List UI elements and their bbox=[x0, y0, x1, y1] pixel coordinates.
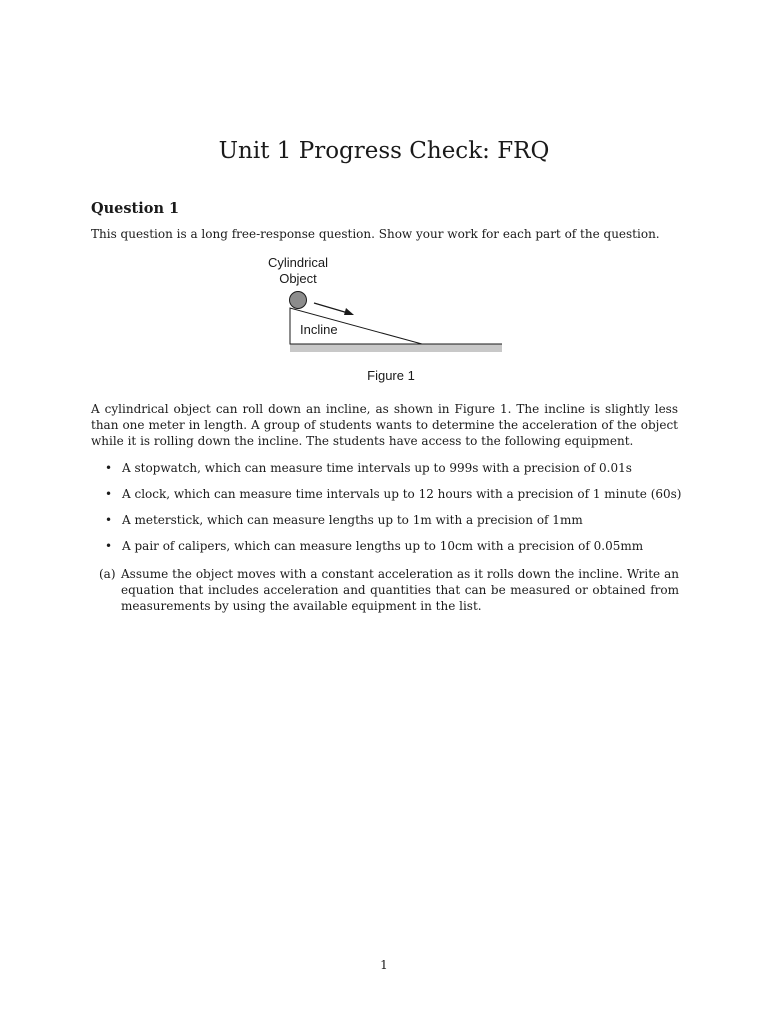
cylindrical-object bbox=[290, 292, 307, 309]
bullet-icon: • bbox=[105, 487, 113, 501]
list-item bbox=[105, 512, 681, 528]
cylindrical-label-line1: Cylindrical bbox=[268, 255, 328, 270]
page-number: 1 bbox=[380, 958, 388, 972]
part-a-text: Assume the object moves with a constant acceleration as it rolls down the incline. Write an equation that includes acceleration and quantities that can be measured or obtained from measurements by using the available equipment in the list. bbox=[121, 567, 679, 613]
equipment-calipers: A pair of calipers, which can measure lengths up to 10cm with a precision of 0.05mm bbox=[122, 539, 644, 553]
cylindrical-label-line2: Object bbox=[279, 271, 317, 286]
equipment-list bbox=[105, 460, 681, 564]
bullet-icon: • bbox=[105, 513, 113, 527]
list-item bbox=[105, 538, 681, 554]
equipment-meterstick: A meterstick, which can measure lengths up to 1m with a precision of 1mm bbox=[122, 513, 583, 527]
figure-1-diagram bbox=[240, 250, 540, 390]
equipment-stopwatch: A stopwatch, which can measure time intervals up to 999s with a precision of 0.01s bbox=[122, 461, 632, 475]
part-a bbox=[99, 566, 679, 614]
page-title: Unit 1 Progress Check: FRQ bbox=[218, 138, 550, 164]
bullet-icon: • bbox=[105, 539, 113, 553]
question-heading: Question 1 bbox=[91, 200, 180, 217]
figure-caption: Figure 1 bbox=[367, 368, 415, 383]
part-a-label: (a) bbox=[99, 567, 116, 581]
list-item bbox=[105, 460, 681, 476]
motion-arrow-shaft bbox=[314, 303, 348, 313]
equipment-clock: A clock, which can measure time intervals up to 12 hours with a precision of 1 minute (60s) bbox=[122, 487, 682, 501]
ground-surface bbox=[290, 344, 502, 352]
question-intro: This question is a long free-response question. Show your work for each part of the question. bbox=[91, 227, 660, 241]
problem-paragraph: A cylindrical object can roll down an incline, as shown in Figure 1. The incline is slightly less than one meter in length. A group of students wants to determine the acceleration of the object while it is rolling down the incline. The students have access to the following equipment. bbox=[91, 402, 678, 448]
list-item bbox=[105, 486, 681, 502]
motion-arrow-head bbox=[344, 308, 354, 315]
incline-label: Incline bbox=[300, 322, 338, 337]
bullet-icon: • bbox=[105, 461, 113, 475]
